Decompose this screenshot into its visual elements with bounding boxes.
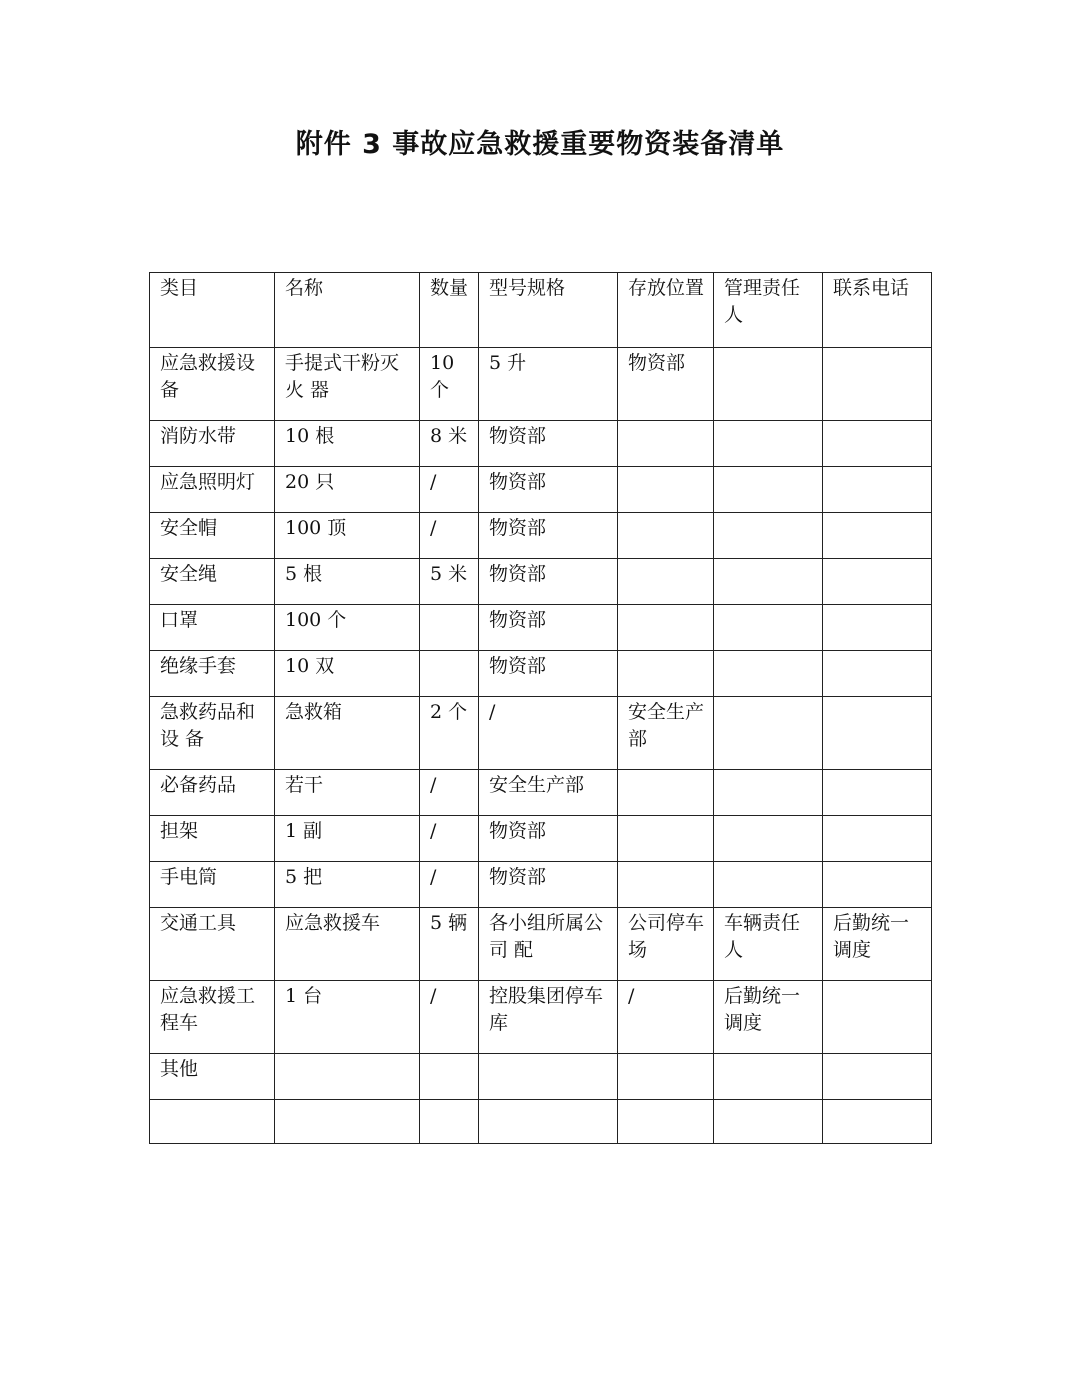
cell-model-spec: 物资部 [479,651,618,697]
cell-model-spec: 物资部 [479,421,618,467]
table-row [150,862,932,908]
cell-category: 安全绳 [150,559,275,605]
cell-storage-location: 物资部 [618,348,714,421]
table-row [150,513,932,559]
cell-manager: 后勤统一调度 [714,981,823,1054]
cell-manager [714,862,823,908]
cell-phone [823,1054,932,1100]
cell-manager [714,816,823,862]
cell-quantity: 2 个 [420,697,479,770]
cell-model-spec: 物资部 [479,513,618,559]
cell-quantity: / [420,513,479,559]
table-row [150,348,932,421]
cell-name: 急救箱 [275,697,420,770]
cell-quantity: / [420,862,479,908]
cell-model-spec: 安全生产部 [479,770,618,816]
cell-model-spec: 5 升 [479,348,618,421]
cell-category: 应急救援工程车 [150,981,275,1054]
cell-name: 1 台 [275,981,420,1054]
cell-quantity [420,651,479,697]
cell-storage-location [618,770,714,816]
cell-phone [823,467,932,513]
page-title: 附件 3 事故应急救援重要物资装备清单 [295,129,785,160]
cell-category: 绝缘手套 [150,651,275,697]
cell-model-spec: 物资部 [479,862,618,908]
cell-storage-location: 安全生产部 [618,697,714,770]
cell-category: 交通工具 [150,908,275,981]
cell-quantity [420,605,479,651]
cell-name: 5 根 [275,559,420,605]
cell-category: 口罩 [150,605,275,651]
cell-quantity: 5 辆 [420,908,479,981]
header-cell-quantity: 数量 [420,273,479,348]
cell-storage-location [618,816,714,862]
cell-manager [714,513,823,559]
cell-phone [823,862,932,908]
cell-phone [823,513,932,559]
header-cell-category: 类目 [150,273,275,348]
table-row [150,559,932,605]
cell-storage-location [618,513,714,559]
cell-quantity: / [420,770,479,816]
cell-category: 应急救援设备 [150,348,275,421]
cell-manager [714,421,823,467]
cell-name: 100 顶 [275,513,420,559]
cell-name: 手提式干粉灭火 器 [275,348,420,421]
cell-quantity [420,1100,479,1144]
cell-manager [714,697,823,770]
cell-phone [823,981,932,1054]
table-row [150,651,932,697]
table-row [150,697,932,770]
table-row [150,1054,932,1100]
cell-phone [823,559,932,605]
cell-storage-location [618,559,714,605]
table-row [150,981,932,1054]
cell-manager [714,559,823,605]
cell-quantity: / [420,981,479,1054]
cell-manager [714,1054,823,1100]
cell-storage-location [618,467,714,513]
cell-name: 5 把 [275,862,420,908]
cell-category: 其他 [150,1054,275,1100]
header-cell-phone: 联系电话 [823,273,932,348]
cell-storage-location: 公司停车场 [618,908,714,981]
cell-quantity: / [420,816,479,862]
cell-model-spec [479,1054,618,1100]
cell-phone [823,421,932,467]
cell-name: 1 副 [275,816,420,862]
cell-category: 必备药品 [150,770,275,816]
cell-manager: 车辆责任人 [714,908,823,981]
table-row [150,1100,932,1144]
cell-model-spec: 各小组所属公司 配 [479,908,618,981]
cell-manager [714,467,823,513]
cell-storage-location: / [618,981,714,1054]
cell-manager [714,770,823,816]
cell-storage-location [618,421,714,467]
header-cell-name: 名称 [275,273,420,348]
cell-storage-location [618,1100,714,1144]
cell-category: 消防水带 [150,421,275,467]
cell-phone [823,651,932,697]
table-row [150,605,932,651]
cell-manager [714,651,823,697]
cell-phone [823,816,932,862]
cell-manager [714,348,823,421]
cell-category: 安全帽 [150,513,275,559]
cell-name: 100 个 [275,605,420,651]
table-row [150,908,932,981]
cell-phone: 后勤统一调度 [823,908,932,981]
cell-model-spec: 物资部 [479,605,618,651]
table-header-row [150,273,932,348]
cell-quantity: 8 米 [420,421,479,467]
cell-storage-location [618,862,714,908]
cell-name: 应急救援车 [275,908,420,981]
cell-phone [823,348,932,421]
cell-storage-location [618,1054,714,1100]
cell-name: 若干 [275,770,420,816]
cell-model-spec: 物资部 [479,559,618,605]
cell-phone [823,770,932,816]
cell-model-spec [479,1100,618,1144]
table-row [150,467,932,513]
cell-category: 担架 [150,816,275,862]
cell-name [275,1054,420,1100]
cell-category: 应急照明灯 [150,467,275,513]
cell-quantity: 10 个 [420,348,479,421]
cell-quantity: / [420,467,479,513]
cell-model-spec: 物资部 [479,816,618,862]
cell-phone [823,697,932,770]
cell-quantity [420,1054,479,1100]
cell-name [275,1100,420,1144]
cell-model-spec: 物资部 [479,467,618,513]
cell-category: 急救药品和设 备 [150,697,275,770]
header-cell-model-spec: 型号规格 [479,273,618,348]
header-cell-storage-location: 存放位置 [618,273,714,348]
cell-phone [823,1100,932,1144]
cell-storage-location [618,605,714,651]
cell-category [150,1100,275,1144]
table-row [150,421,932,467]
cell-model-spec: 控股集团停车 库 [479,981,618,1054]
cell-manager [714,1100,823,1144]
header-cell-manager: 管理责任人 [714,273,823,348]
cell-name: 10 根 [275,421,420,467]
cell-name: 10 双 [275,651,420,697]
cell-storage-location [618,651,714,697]
table-row [150,770,932,816]
cell-name: 20 只 [275,467,420,513]
table-row [150,816,932,862]
equipment-table [149,272,932,1144]
cell-phone [823,605,932,651]
cell-manager [714,605,823,651]
cell-quantity: 5 米 [420,559,479,605]
cell-category: 手电筒 [150,862,275,908]
cell-model-spec: / [479,697,618,770]
